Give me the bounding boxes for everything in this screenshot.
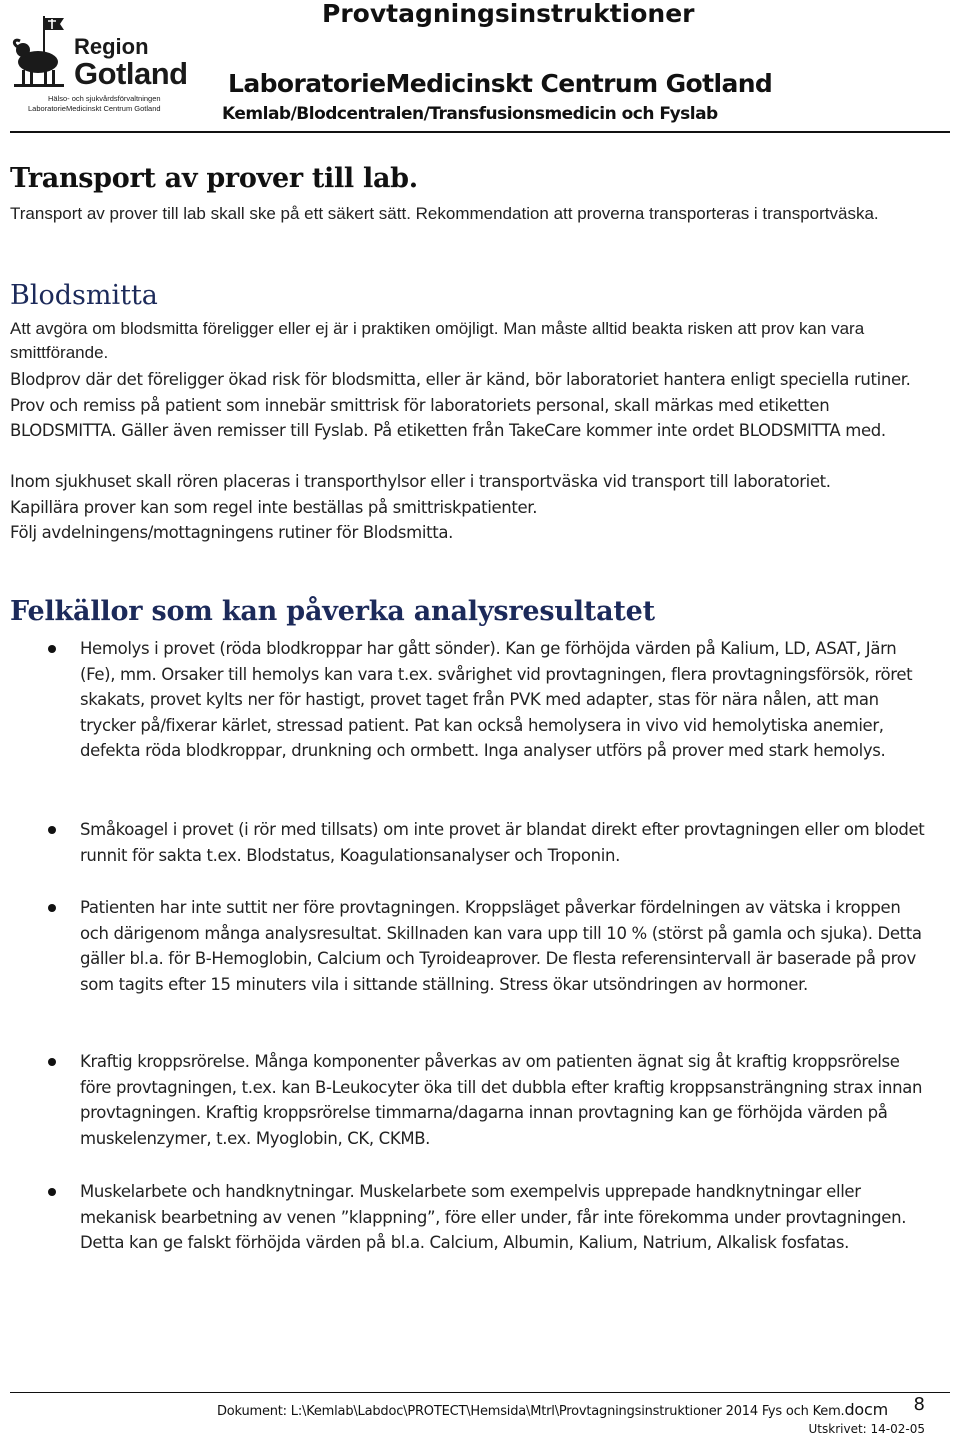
list-item: [80, 895, 930, 997]
heading-blodsmitta: Blodsmitta: [10, 280, 158, 311]
page-number: 8: [913, 1394, 925, 1415]
footer-document-path: [217, 1402, 888, 1418]
list-item-text: Småkoagel i provet (i rör med tillsats) om inte provet är blandat direkt efter provtagningen eller om blodet runnit för sakta t.ex. Blodstatus, Koagulationsanalyser och Troponin.: [80, 820, 925, 865]
list-item-text: Patienten har inte suttit ner före provtagningen. Kroppsläget påverkar fördelningen av vätska i kroppen och därigenom många analysresultat. Skillnaden kan vara upp till 10 % (störst på gamla och sjuka). Detta gäller bl.a. för B-Hemoglobin, Calcium och Tyroideaprover. De flesta referensintervall är baserade på prov som tagits efter 15 minuters vila i sittande ställning. Stress ökar utsöndringen av hormoner.: [80, 898, 922, 994]
logo-subtitle-1: Hälso- och sjukvårdsförvaltningen: [48, 94, 161, 103]
bullet-icon: [48, 645, 56, 653]
list-item-text: Hemolys i provet (röda blodkroppar har gått sönder). Kan ge förhöjda värden på Kalium, LD, ASAT, Järn (Fe), mm. Orsaker till hemolys kan vara t.ex. svårighet vid provtagningen, flera provtagningsförsök, röret skakats, provet kylts ner för hastigt, provet taget från PVK med adapter, stas för nära nålen, att man trycker på/fixerar kärlet, stressad patient. Pat kan också hemolysera in vivo vid hemolytiska anemier, defekta röda blodkroppar, drunkning och ormbett. Inga analyser utförs på prover med stark hemolys.: [80, 639, 913, 761]
document-extension: docm: [844, 1400, 888, 1419]
blodsmitta-rutin-avdelning: Följ avdelningens/mottagningens rutiner för Blodsmitta.: [10, 523, 453, 542]
bullet-icon: [48, 904, 56, 912]
region-gotland-logo: [12, 14, 190, 113]
list-item: [80, 817, 930, 868]
list-item-text: Muskelarbete och handknytningar. Muskelarbete som exempelvis upprepade handknytningar eller mekanisk bearbetning av venen ”klappning”, före eller under, får inte förekomma under provtagningen. Detta kan ge falskt förhöjda värden på bl.a. Calcium, Albumin, Kalium, Natrium, Alkalisk fosfatas.: [80, 1182, 907, 1253]
list-item: [80, 636, 930, 764]
logo-gotland-text: Gotland: [74, 56, 188, 91]
blodsmitta-kapillara: Kapillära prover kan som regel inte beställas på smittriskpatienter.: [10, 498, 538, 517]
document-path: Dokument: L:\Kemlab\Labdoc\PROTECT\Hemsida\Mtrl\Provtagningsinstruktioner 2014 Fys och Kem.: [216, 1404, 845, 1419]
blodsmitta-rutiner: Blodprov där det föreligger ökad risk för blodsmitta, eller är känd, bör laboratoriet hantera enligt speciella rutiner. Prov och remiss på patient som innebär smittrisk för laboratoriets personal, skall märkas med etiketten BLODSMITTA. Gäller även remisser till Fyslab. På etiketten från TakeCare kommer inte ordet BLODSMITTA med.: [10, 370, 911, 440]
department-name: Kemlab/Blodcentralen/Transfusionsmedicin och Fyslab: [222, 104, 718, 124]
logo-subtitle-2: LaboratorieMedicinskt Centrum Gotland: [28, 104, 161, 113]
organization-name: LaboratorieMedicinskt Centrum Gotland: [228, 69, 773, 98]
document-title: Provtagningsinstruktioner: [322, 0, 695, 28]
list-item: [80, 1049, 930, 1151]
bullet-icon: [48, 826, 56, 834]
heading-transport: Transport av prover till lab.: [10, 163, 418, 194]
footer-divider: [10, 1392, 950, 1393]
bullet-icon: [48, 1188, 56, 1196]
blodsmitta-intro: Att avgöra om blodsmitta föreligger eller ej är i praktiken omöjligt. Man måste alltid beakta risken att prov kan vara smittförande.: [10, 319, 865, 362]
heading-felkallor: Felkällor som kan påverka analysresultatet: [10, 596, 655, 627]
printed-date: Utskrivet: 14-02-05: [808, 1422, 925, 1436]
logo-region-text: Region: [74, 34, 149, 59]
bullet-icon: [48, 1058, 56, 1066]
header-divider: [10, 131, 950, 133]
list-item: [80, 1179, 930, 1256]
transport-paragraph: Transport av prover till lab skall ske på ett säkert sätt. Rekommendation att proverna transporteras i transportväska.: [10, 204, 879, 223]
ram-icon: [12, 14, 72, 94]
blodsmitta-transport: Inom sjukhuset skall rören placeras i transporthylsor eller i transportväska vid transport till laboratoriet.: [10, 472, 831, 491]
list-item-text: Kraftig kroppsrörelse. Många komponenter påverkas av om patienten ägnat sig åt kraftig kroppsrörelse före provtagningen, t.ex. kan B-Leukocyter öka till det dubbla efter kraftig kroppsansträngning strax innan provtagningen. Kraftig kroppsrörelse timmarna/dagarna innan provtagning kan ge förhöjda värden på muskelenzymer, t.ex. Myoglobin, CK, CKMB.: [80, 1052, 923, 1148]
